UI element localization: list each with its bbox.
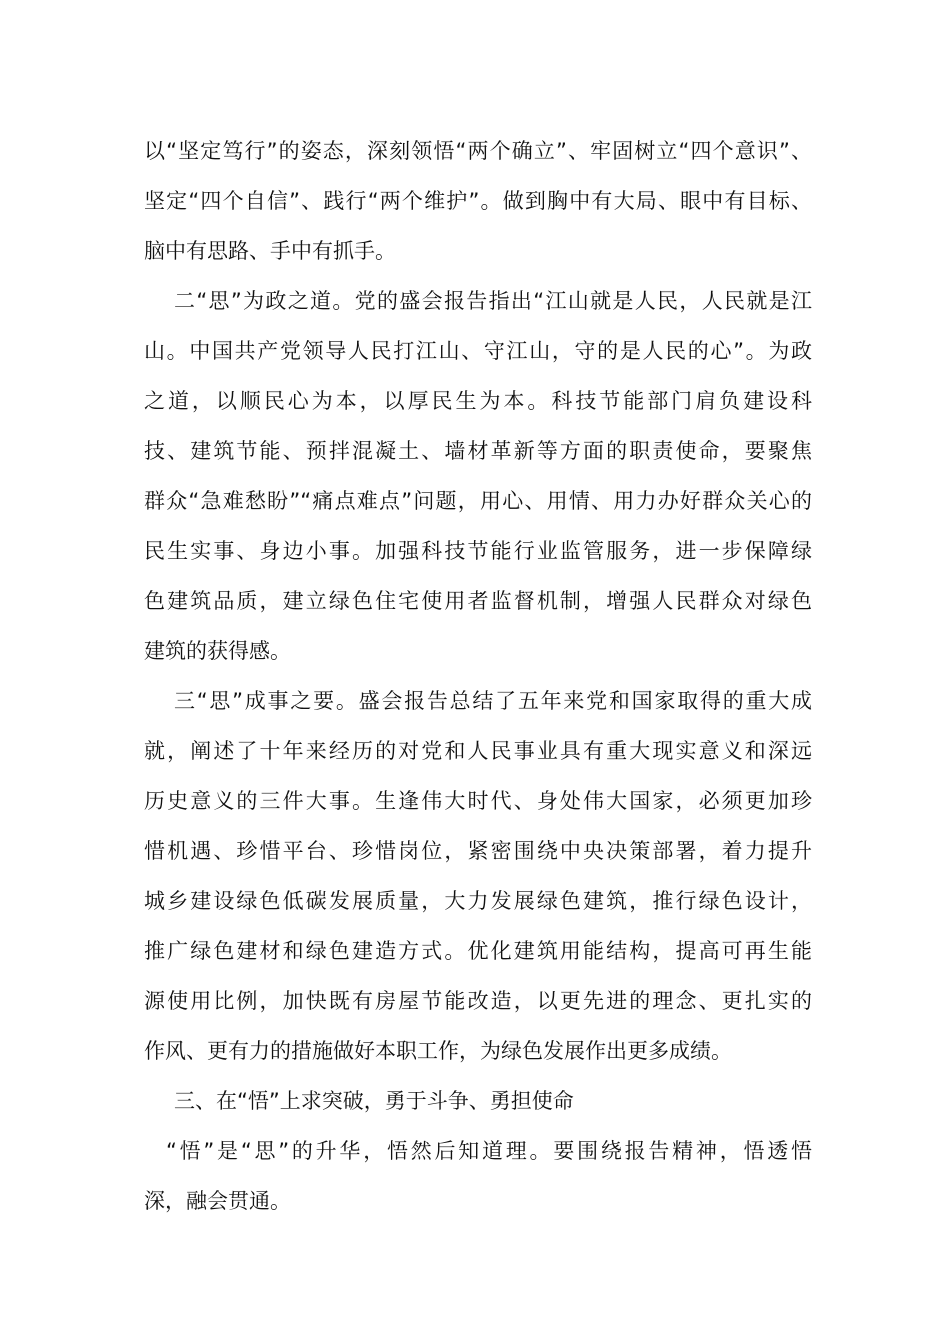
paragraph-line: 民生实事、身边小事。加强科技节能行业监管服务，进一步保障绿 xyxy=(144,539,812,563)
paragraph-line: 脑中有思路、手中有抓手。 xyxy=(144,239,396,263)
paragraph-line: 以“坚定笃行”的姿态，深刻领悟“两个确立”、牢固树立“四个意识”、 xyxy=(144,139,812,163)
paragraph-line: 技、建筑节能、预拌混凝土、墙材革新等方面的职责使命，要聚焦 xyxy=(144,439,812,463)
paragraph-line: 色建筑品质，建立绿色住宅使用者监督机制，增强人民群众对绿色 xyxy=(144,589,812,613)
paragraph-line: 推广绿色建材和绿色建造方式。优化建筑用能结构，提高可再生能 xyxy=(144,939,812,963)
paragraph-line: 建筑的获得感。 xyxy=(144,639,291,663)
paragraph-line: 就，阐述了十年来经历的对党和人民事业具有重大现实意义和深远 xyxy=(144,739,812,763)
paragraph-line: “悟”是“思”的升华，悟然后知道理。要围绕报告精神，悟透悟 xyxy=(166,1139,812,1163)
section-heading: 三、在“悟”上求突破，勇于斗争、勇担使命 xyxy=(174,1089,574,1113)
paragraph-line: 作风、更有力的措施做好本职工作，为绿色发展作出更多成绩。 xyxy=(144,1039,732,1063)
paragraph-line: 源使用比例，加快既有房屋节能改造，以更先进的理念、更扎实的 xyxy=(144,989,812,1013)
paragraph-line: 群众“急难愁盼”“痛点难点”问题，用心、用情、用力办好群众关心的 xyxy=(144,489,812,513)
paragraph-line: 惜机遇、珍惜平台、珍惜岗位，紧密围绕中央决策部署，着力提升 xyxy=(144,839,812,863)
paragraph-line: 深，融会贯通。 xyxy=(144,1189,291,1213)
paragraph-line: 山。中国共产党领导人民打江山、守江山，守的是人民的心”。为政 xyxy=(144,339,812,363)
paragraph-line: 历史意义的三件大事。生逢伟大时代、身处伟大国家，必须更加珍 xyxy=(144,789,812,813)
paragraph-line: 城乡建设绿色低碳发展质量，大力发展绿色建筑，推行绿色设计， xyxy=(144,889,812,913)
paragraph-line: 三“思”成事之要。盛会报告总结了五年来党和国家取得的重大成 xyxy=(174,689,812,713)
document-body xyxy=(144,126,812,1226)
paragraph-line: 二“思”为政之道。党的盛会报告指出“江山就是人民，人民就是江 xyxy=(174,289,812,313)
paragraph-line: 之道，以顺民心为本，以厚民生为本。科技节能部门肩负建设科 xyxy=(144,389,812,413)
paragraph-line: 坚定“四个自信”、践行“两个维护”。做到胸中有大局、眼中有目标、 xyxy=(144,189,812,213)
